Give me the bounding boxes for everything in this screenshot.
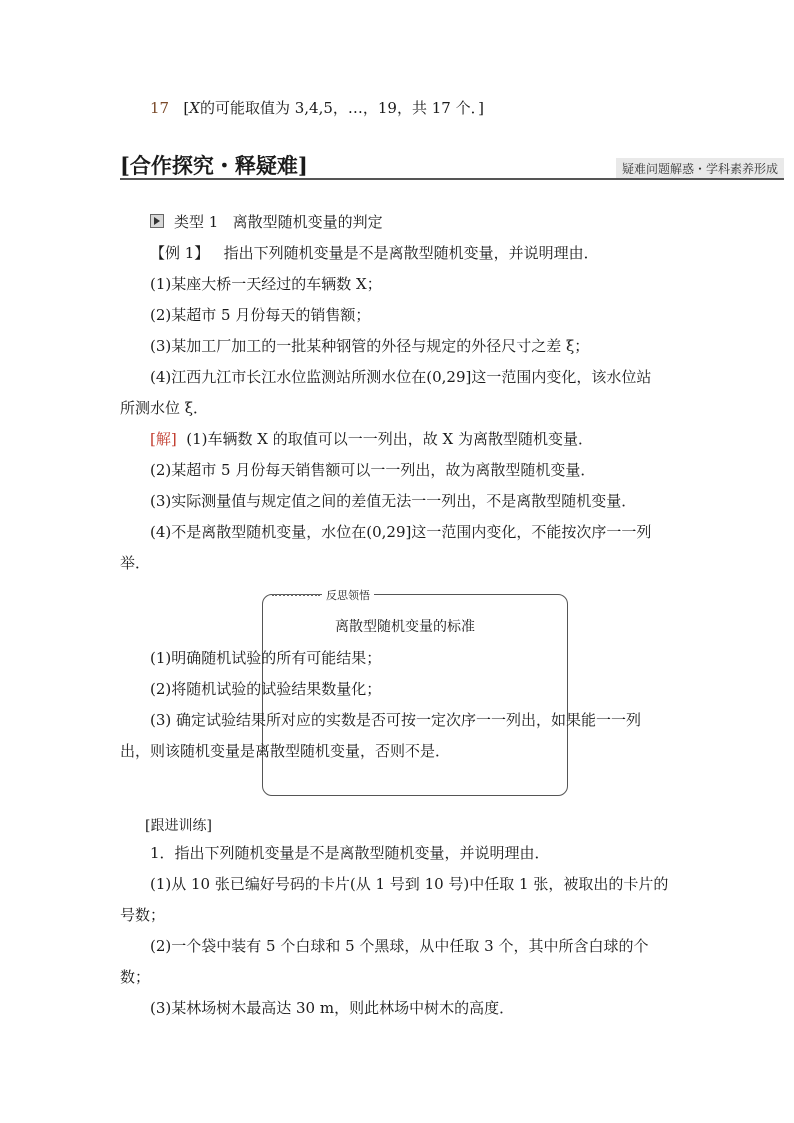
training-line-1: 1．指出下列随机变量是不是离散型随机变量，并说明理由．	[150, 844, 550, 862]
solution-line-4-cont: 举．	[120, 554, 151, 572]
reflect-title: 离散型随机变量的标准	[335, 619, 475, 635]
example-item-1: (1)某座大桥一天经过的车辆数 X；	[150, 275, 382, 293]
reflect-line-1: (1)明确随机试验的所有可能结果；	[150, 649, 382, 667]
answer-bracket-open: [	[183, 99, 190, 117]
solution-text-1: (1)车辆数 X 的取值可以一一列出，故 X 为离散型随机变量．	[186, 430, 593, 448]
play-triangle-icon	[150, 214, 164, 228]
training-line-4: (3)某林场树木最高达 30 m，则此林场中树木的高度．	[150, 999, 515, 1017]
solution-tag: [解]	[150, 430, 177, 448]
training-line-2: (1)从 10 张已编好号码的卡片(从 1 号到 10 号)中任取 1 张，被取出的卡片的	[150, 875, 669, 893]
training-line-3: (2)一个袋中装有 5 个白球和 5 个黑球，从中任取 3 个，其中所含白球的个	[150, 937, 649, 955]
section-rule	[120, 178, 784, 180]
solution-line-2: (2)某超市 5 月份每天销售额可以一一列出，故为离散型随机变量．	[150, 461, 596, 479]
type-heading	[150, 212, 383, 232]
solution-line-1	[150, 429, 593, 449]
example-item-4: (4)江西九江市长江水位监测站所测水位在(0,29]这一范围内变化，该水位站	[150, 368, 652, 386]
type-label: 类型 1	[174, 213, 219, 231]
example-stem-text: 指出下列随机变量是不是离散型随机变量，并说明理由．	[223, 244, 599, 262]
solution-line-4: (4)不是离散型随机变量，水位在(0,29]这一范围内变化，不能按次序一一列	[150, 523, 652, 541]
reflect-line-3: (3) 确定试验结果所对应的实数是否可按一定次序一一列出，如果能一一列	[150, 711, 642, 729]
training-line-3-cont: 数；	[120, 968, 151, 986]
reflect-line-2: (2)将随机试验的试验结果数量化；	[150, 680, 382, 698]
reflect-label: 反思领悟	[322, 587, 374, 603]
answer-variable: X	[189, 99, 200, 117]
answer-line	[150, 98, 484, 118]
solution-line-3: (3)实际测量值与规定值之间的差值无法一一列出，不是离散型随机变量．	[150, 492, 637, 510]
example-item-2: (2)某超市 5 月份每天的销售额；	[150, 306, 371, 324]
training-line-2-cont: 号数；	[120, 906, 166, 924]
type-title: 离散型随机变量的判定	[232, 213, 383, 231]
answer-text: 的可能取值为 3,4,5，…，19，共 17 个．]	[199, 99, 484, 117]
section-title: [合作探究・释疑难]	[120, 153, 308, 178]
answer-number: 17	[150, 99, 170, 117]
example-stem	[150, 243, 599, 263]
example-item-3: (3)某加工厂加工的一批某种钢管的外径与规定的外径尺寸之差 ξ；	[150, 337, 590, 355]
reflect-dots-left	[272, 594, 320, 597]
example-tag: 【例 1】	[150, 244, 210, 262]
example-item-4-cont: 所测水位 ξ．	[120, 399, 209, 417]
training-tag: [跟进训练]	[145, 818, 212, 834]
section-subtitle: 疑难问题解惑・学科素养形成	[616, 158, 784, 179]
reflect-line-4: 出，则该随机变量是离散型随机变量，否则不是．	[120, 742, 451, 760]
